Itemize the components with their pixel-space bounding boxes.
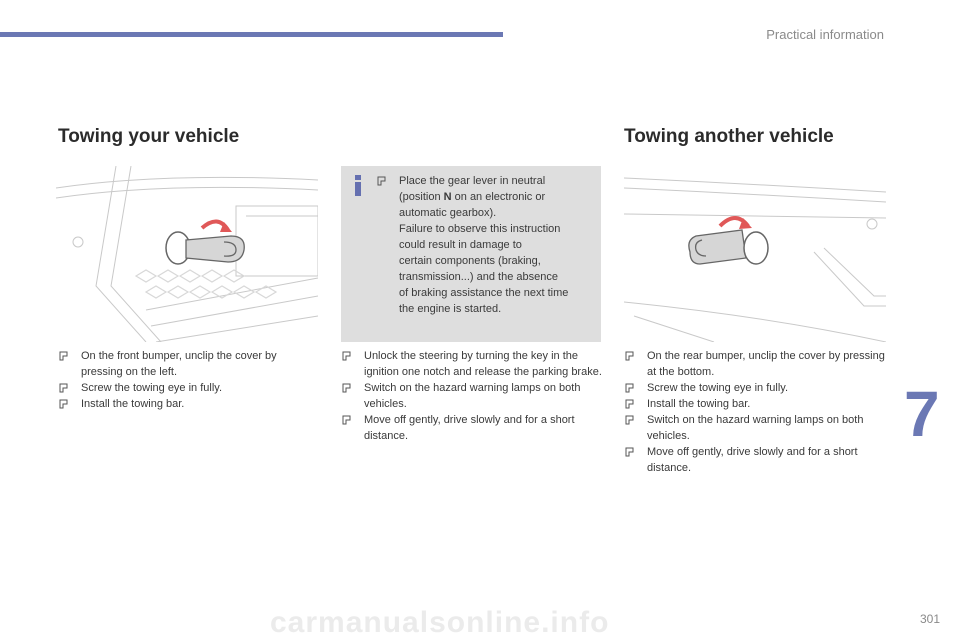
- bullet-icon: [625, 447, 634, 457]
- info-box: [341, 166, 601, 342]
- list-item: Unlock the steering by turning the key in the ignition one notch and release the parking brake.: [341, 348, 603, 380]
- info-line: Place the gear lever in neutral: [399, 175, 546, 187]
- info-icon: [352, 175, 364, 197]
- info-line: of braking assistance the next time: [399, 287, 569, 299]
- left-steps-list: [58, 348, 308, 412]
- list-item: Install the towing bar.: [624, 396, 888, 412]
- bullet-icon: [342, 415, 351, 425]
- info-line: automatic gearbox).: [399, 207, 497, 219]
- list-item: Switch on the hazard warning lamps on both vehicles.: [341, 380, 603, 412]
- info-line: (position N on an electronic or: [399, 191, 546, 203]
- list-item: Move off gently, drive slowly and for a short distance.: [341, 412, 603, 444]
- bullet-icon: [625, 399, 634, 409]
- middle-steps-list: [341, 348, 603, 444]
- towing-eye-icon: [689, 218, 768, 264]
- info-line: Failure to observe this instruction: [399, 223, 561, 235]
- bullet-icon: [625, 383, 634, 393]
- watermark: carmanualsonline.info: [270, 606, 610, 639]
- bullet-icon: [59, 383, 68, 393]
- list-item: Move off gently, drive slowly and for a short distance.: [624, 444, 888, 476]
- section-title: Practical information: [766, 27, 884, 42]
- list-item: Screw the towing eye in fully.: [58, 380, 308, 396]
- list-item: Screw the towing eye in fully.: [624, 380, 888, 396]
- info-text: [377, 173, 597, 317]
- towing-eye-icon: [166, 221, 244, 264]
- list-item: On the rear bumper, unclip the cover by pressing at the bottom.: [624, 348, 888, 380]
- info-line: the engine is started.: [399, 303, 502, 315]
- bullet-icon: [342, 383, 351, 393]
- rear-bumper-illustration: [624, 166, 886, 342]
- page-number: 301: [919, 612, 940, 626]
- bullet-icon: [377, 176, 386, 186]
- bullet-icon: [625, 351, 634, 361]
- bullet-icon: [342, 351, 351, 361]
- heading-towing-your-vehicle: Towing your vehicle: [58, 126, 240, 147]
- list-item: On the front bumper, unclip the cover by pressing on the left.: [58, 348, 308, 380]
- bullet-icon: [59, 399, 68, 409]
- info-line: could result in damage to: [399, 239, 522, 251]
- front-bumper-illustration: [56, 166, 318, 342]
- list-item: Switch on the hazard warning lamps on both vehicles.: [624, 412, 888, 444]
- bullet-icon: [625, 415, 634, 425]
- bullet-icon: [59, 351, 68, 361]
- chapter-number: 7: [904, 378, 940, 450]
- info-line: transmission...) and the absence: [399, 271, 558, 283]
- right-steps-list: [624, 348, 888, 476]
- info-line: certain components (braking,: [399, 255, 541, 267]
- list-item: Install the towing bar.: [58, 396, 308, 412]
- heading-towing-another-vehicle: Towing another vehicle: [624, 126, 834, 147]
- header-accent-bar: [0, 32, 503, 37]
